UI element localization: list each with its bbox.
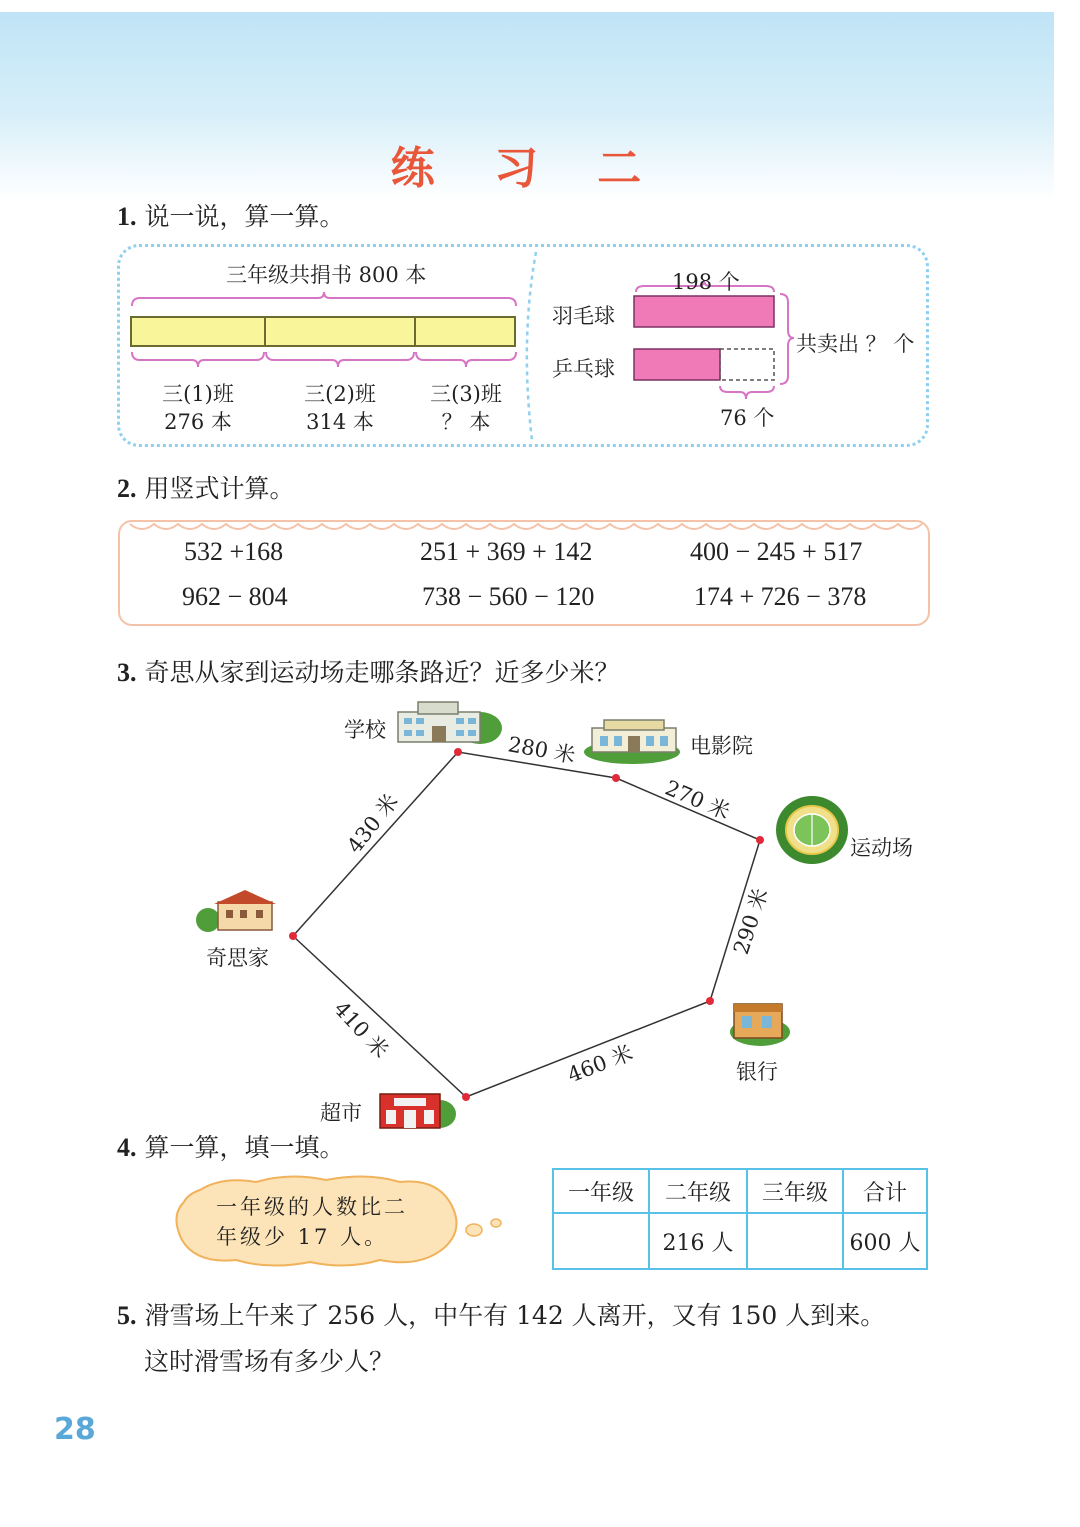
class1-name: 三(1)班 [162, 382, 234, 406]
school-point [454, 748, 462, 756]
class2-value: 314 本 [306, 410, 374, 434]
class2-name: 三(2)班 [304, 382, 376, 406]
question-number: 2. [117, 474, 137, 503]
header-grade2: 二年级 [649, 1169, 747, 1213]
home-label: 奇思家 [206, 946, 269, 970]
question-text: 奇思从家到运动场走哪条路近？近多少米？ [144, 658, 620, 687]
header-total: 合计 [843, 1169, 927, 1213]
badminton-count: 198 个 [672, 270, 740, 294]
expr-2-3: 174 + 726 − 378 [694, 582, 867, 611]
stadium-point [756, 836, 764, 844]
bubble-line-1: 一年级的人数比二 [216, 1195, 408, 1219]
distance-school-cinema: 280 米 [506, 732, 578, 768]
question-number: 1. [117, 202, 137, 231]
table-row [553, 1213, 927, 1269]
question-text: 说一说，算一算。 [144, 202, 345, 231]
school-icon [398, 702, 502, 744]
distance-stadium-bank: 290 米 [728, 885, 773, 958]
expr-1-1: 532 +168 [184, 537, 284, 566]
question-number: 3. [117, 658, 137, 687]
question-4 [117, 1128, 344, 1164]
page-number: 28 [54, 1412, 96, 1447]
total-books-label: 三年级共捐书 800 本 [226, 263, 427, 287]
cinema-label: 电影院 [690, 734, 753, 758]
class3-name: 三(3)班 [430, 382, 502, 406]
school-label: 学校 [344, 718, 386, 742]
question-text: 用竖式计算。 [144, 474, 295, 503]
home-icon [196, 890, 276, 932]
question-text-line-1: 滑雪场上午来了 256 人，中午有 142 人离开，又有 150 人到来。 [144, 1301, 886, 1330]
table-header-row [553, 1169, 927, 1213]
expr-1-3: 400 − 245 + 517 [690, 537, 863, 566]
grade-table [552, 1168, 928, 1270]
question-number: 4. [117, 1133, 137, 1162]
market-label: 超市 [320, 1101, 362, 1125]
bank-point [706, 997, 714, 1005]
expr-1-2: 251 + 369 + 142 [420, 537, 593, 566]
cell-grade3[interactable] [747, 1213, 843, 1269]
expr-2-1: 962 − 804 [182, 582, 288, 611]
distance-market-home: 410 米 [329, 996, 394, 1063]
stadium-label: 运动场 [850, 836, 913, 860]
question-5-line-2: 这时滑雪场有多少人？ [144, 1347, 395, 1376]
cell-grade2: 216 人 [649, 1213, 747, 1269]
class3-value: ？ 本 [441, 410, 491, 434]
class1-value: 276 本 [164, 410, 232, 434]
total-sold-label: 共卖出 ？ 个 [796, 332, 915, 356]
cinema-icon [584, 720, 680, 764]
question-text: 算一算，填一填。 [144, 1133, 345, 1162]
cell-total: 600 人 [843, 1213, 927, 1269]
pingpong-label: 乒乓球 [552, 357, 615, 381]
question-number: 5. [117, 1301, 137, 1330]
header-grade3: 三年级 [747, 1169, 843, 1213]
header-grade1: 一年级 [553, 1169, 649, 1213]
stadium-icon [776, 796, 848, 864]
market-point [462, 1093, 470, 1101]
cinema-point [612, 774, 620, 782]
distance-bank-market: 460 米 [564, 1040, 637, 1088]
question-5 [117, 1296, 885, 1332]
supermarket-icon [380, 1094, 456, 1128]
distance-home-school: 430 米 [342, 789, 403, 858]
home-point [289, 932, 297, 940]
cell-grade1[interactable] [553, 1213, 649, 1269]
expr-2-2: 738 − 560 − 120 [422, 582, 595, 611]
distance-cinema-stadium: 270 米 [661, 775, 734, 825]
bank-label: 银行 [736, 1060, 778, 1084]
difference-count: 76 个 [720, 406, 775, 430]
badminton-label: 羽毛球 [552, 304, 615, 328]
bank-icon [730, 1004, 790, 1046]
bubble-line-2: 年级少 17 人。 [216, 1225, 389, 1249]
page-title: 练 习 二 [390, 143, 664, 194]
